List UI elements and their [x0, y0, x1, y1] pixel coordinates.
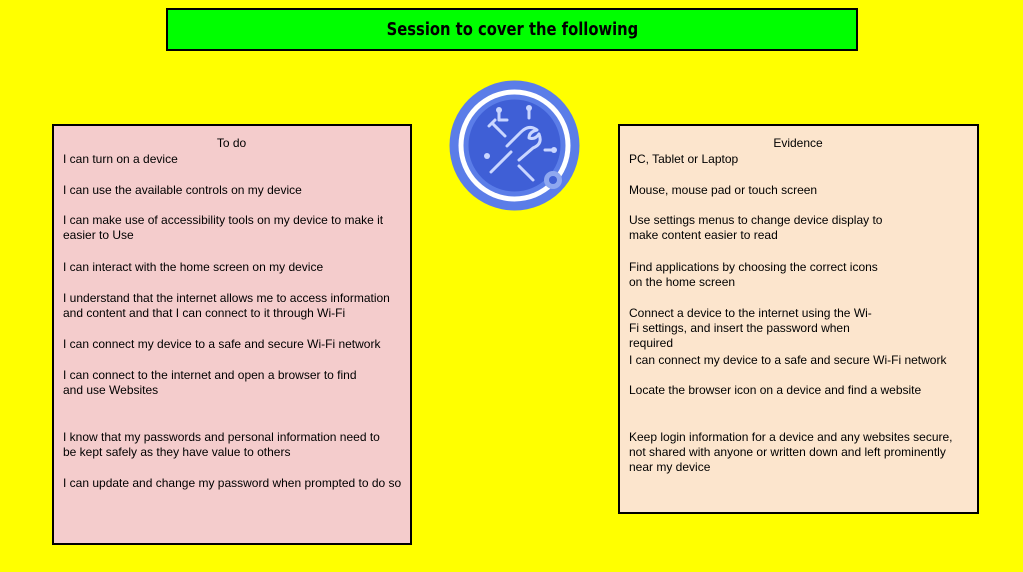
evidence-item: Keep login information for a device and any websites secure, not shared with anyone or written down and left prominently near my device [629, 430, 953, 474]
evidence-item: Connect a device to the internet using the Wi-Fi settings, and insert the password when required [629, 306, 872, 350]
evidence-item: I can connect my device to a safe and secure Wi-Fi network [629, 353, 947, 367]
todo-item: I can use the available controls on my device [63, 183, 302, 197]
banner-title: Session to cover the following [386, 19, 638, 40]
todo-panel [52, 124, 412, 545]
todo-item: I can update and change my password when prompted to do so [63, 476, 402, 490]
evidence-heading: Evidence [773, 136, 823, 150]
session-banner [166, 8, 858, 51]
tools-gear-logo [449, 80, 580, 211]
todo-item: I can connect my device to a safe and secure Wi-Fi network [63, 337, 381, 351]
todo-item: I know that my passwords and personal information need to be kept safely as they have value to others [63, 430, 380, 459]
evidence-item: Find applications by choosing the correct icons on the home screen [629, 260, 878, 289]
todo-heading: To do [216, 136, 247, 150]
evidence-item: Mouse, mouse pad or touch screen [629, 183, 818, 197]
todo-item: I can make use of accessibility tools on my device to make it easier to Use [63, 213, 384, 242]
evidence-item: Locate the browser icon on a device and find a website [629, 383, 922, 397]
todo-item: I can connect to the internet and open a browser to find and use Websites [63, 368, 357, 397]
evidence-panel [618, 124, 979, 514]
evidence-item: Use settings menus to change device display to make content easier to read [629, 213, 883, 242]
tools-gear-icon [449, 80, 580, 211]
todo-item: I understand that the internet allows me to access information and content and that I can connect to it through Wi-Fi [63, 291, 390, 320]
todo-item: I can interact with the home screen on my device [63, 260, 324, 274]
evidence-item: PC, Tablet or Laptop [629, 152, 739, 166]
todo-item: I can turn on a device [63, 152, 178, 166]
